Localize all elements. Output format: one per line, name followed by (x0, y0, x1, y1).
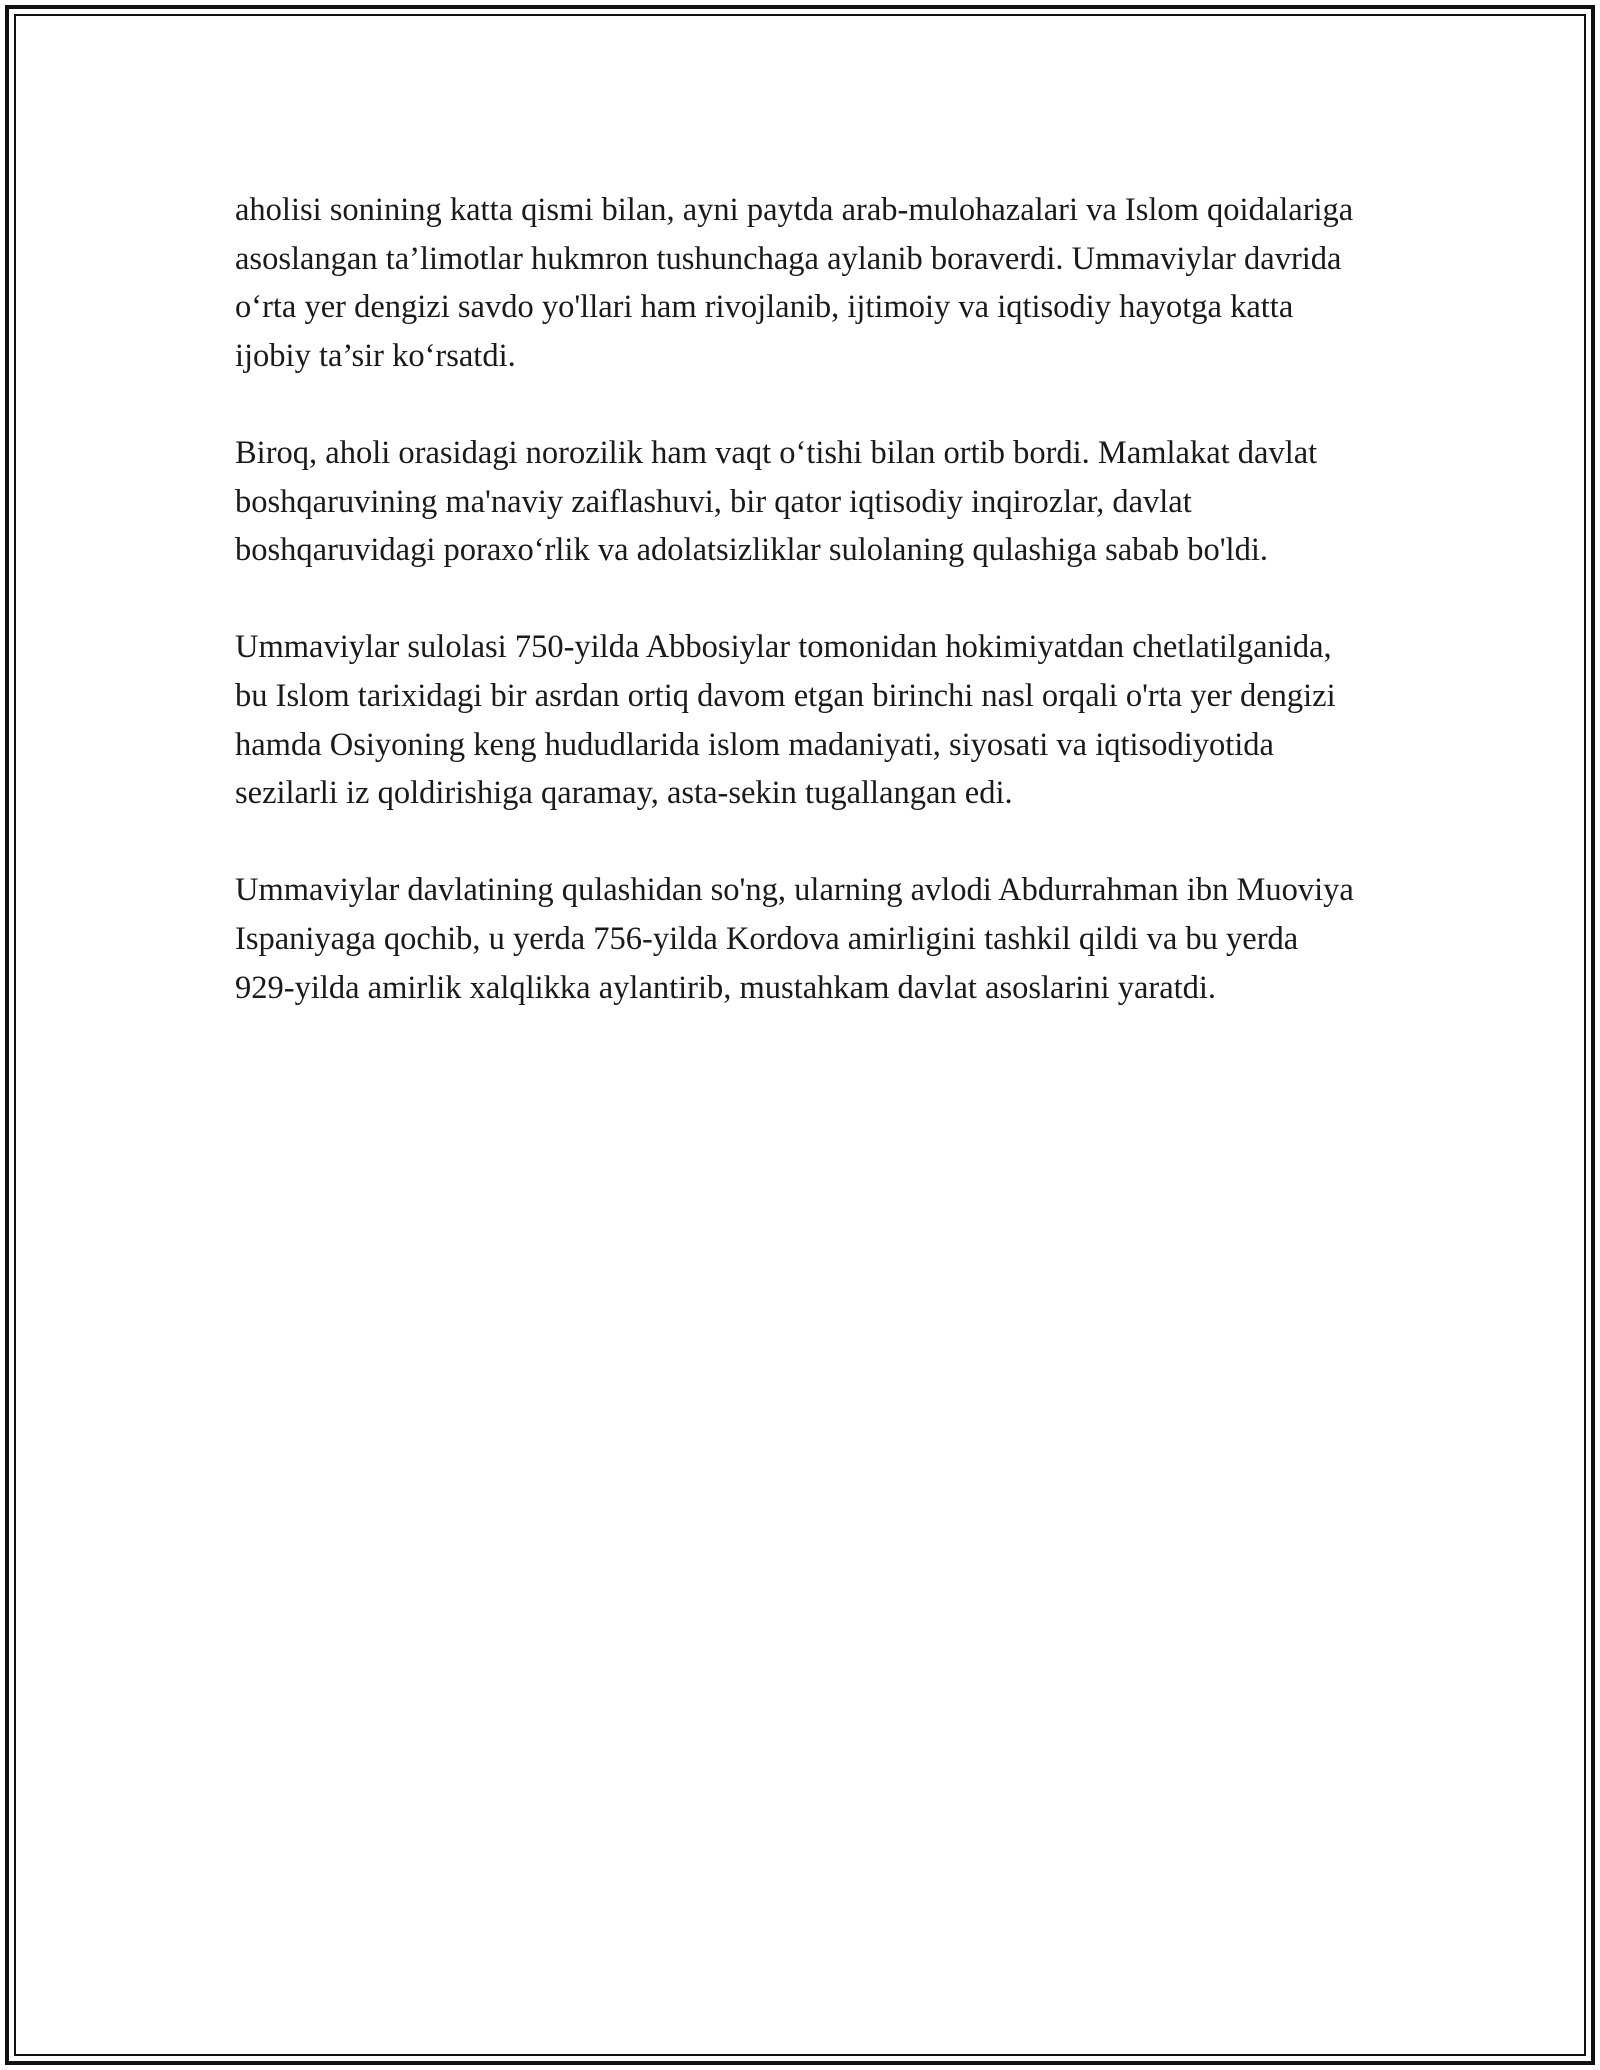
paragraph-4: Ummaviylar davlatining qulashidan so'ng, ularning avlodi Abdurrahman ibn Muoviya Ispaniyaga qochib, u yerda 756-yilda Kordova amirligini tashkil qildi va bu yerda 929-yilda amirlik xalqlikka aylantirib, mustahkam davlat asoslarini yaratdi. (235, 872, 1354, 1006)
paragraph-2: Biroq, aholi orasidagi norozilik ham vaqt o‘tishi bilan ortib bordi. Mamlakat davlat boshqaruvining ma'naviy zaiflashuvi, bir qator iqtisodiy inqirozlar, davlat boshqaruvidagi poraxo‘rlik va adolatsizliklar sulolaning qulashiga sabab bo'ldi. (235, 434, 1318, 569)
paragraph-1: aholisi sonining katta qismi bilan, ayni paytda arab-mulohazalari va Islom qoidalariga asoslangan ta’limotlar hukmron tushunchaga aylanib boraverdi. Ummaviylar davrida o‘rta yer dengizi savdo yo'llari ham rivojlanib, ijtimoiy va iqtisodiy hayotga katta ijobiy ta’sir ko‘rsatdi. (235, 192, 1354, 374)
paragraph-3: Ummaviylar sulolasi 750-yilda Abbosiylar tomonidan hokimiyatdan chetlatilganida, bu Islom tarixidagi bir asrdan ortiq davom etgan birinchi nasl orqali o'rta yer dengizi hamda Osiyoning keng hududlarida islom madaniyati, siyosati va iqtisodiyotida sezilarli iz qoldirishiga qaramay, asta-sekin tugallangan edi. (235, 629, 1336, 812)
document-body (235, 186, 1365, 1061)
